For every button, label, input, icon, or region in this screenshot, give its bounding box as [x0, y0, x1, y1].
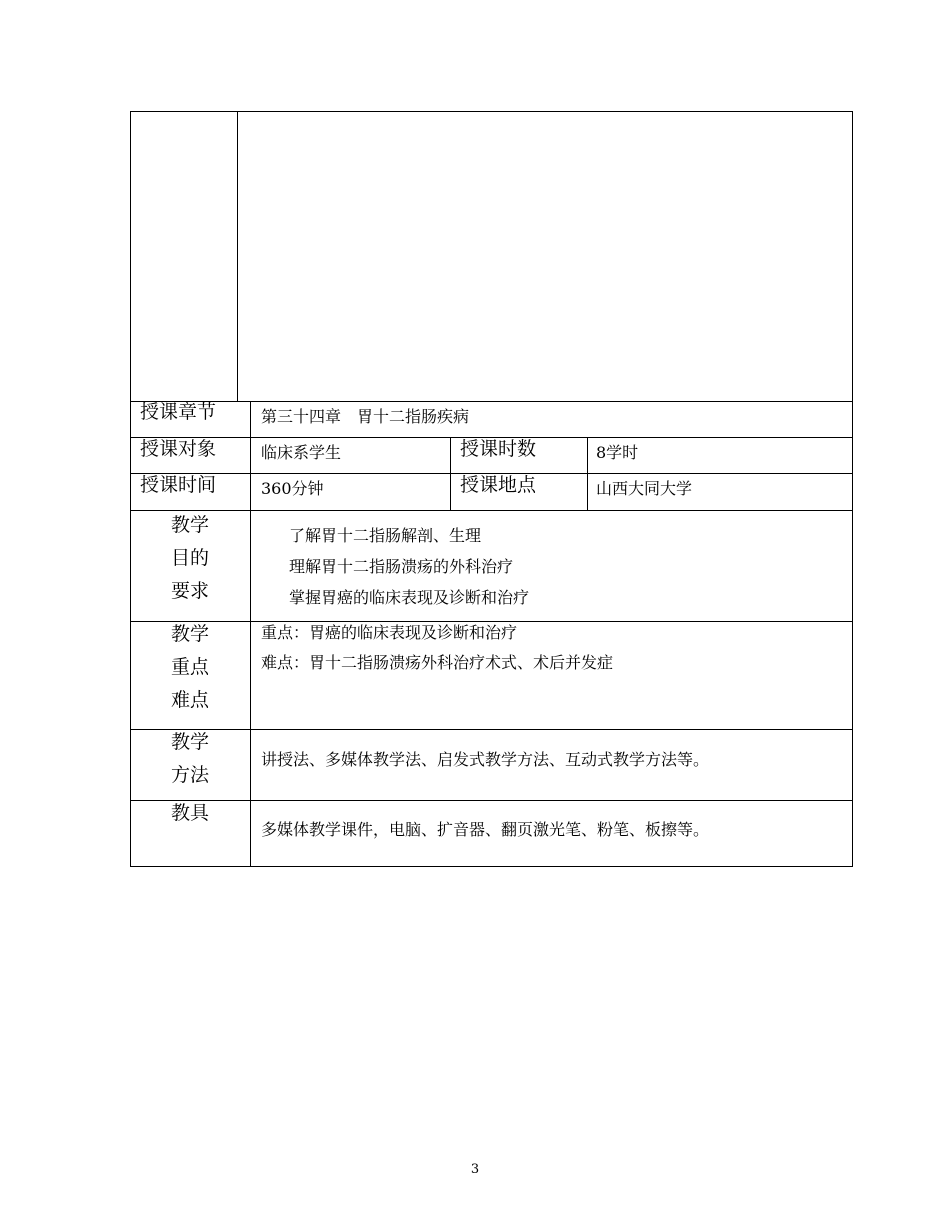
keypoints-label [130, 619, 250, 718]
tools-label [130, 798, 250, 831]
objectives-item: 了解胃十二指肠解剖、生理 [289, 526, 482, 545]
objectives-label-line: 目的 [170, 547, 209, 569]
methods-label-line: 教学 [170, 731, 209, 753]
time-label: 授课时间 [140, 474, 217, 496]
mid-value-divider [587, 437, 588, 510]
top-section-divider [237, 111, 238, 402]
mid-column-divider [450, 437, 451, 510]
time-value: 360分钟 [261, 479, 324, 498]
label-column-divider [250, 401, 251, 867]
row-line [130, 401, 853, 402]
hours-label: 授课时数 [460, 438, 537, 460]
objectives-label [130, 510, 250, 609]
objectives-item: 理解胃十二指肠溃疡的外科治疗 [289, 557, 514, 576]
place-label: 授课地点 [460, 474, 537, 496]
keypoints-label-line: 教学 [170, 623, 209, 645]
chapter-value: 第三十四章 胃十二指肠疾病 [261, 407, 470, 426]
page-number: 3 [470, 1162, 480, 1177]
methods-label [130, 727, 250, 793]
keypoints-label-line: 难点 [170, 689, 209, 711]
methods-label-line: 方法 [170, 764, 209, 786]
tools-value: 多媒体教学课件，电脑、扩音器、翻页激光笔、粉笔、板擦等。 [261, 820, 710, 839]
objectives-item: 掌握胃癌的临床表现及诊断和治疗 [289, 588, 530, 607]
place-value: 山西大同大学 [596, 479, 693, 498]
hours-value: 8学时 [596, 443, 639, 462]
keypoints-item: 重点：胃癌的临床表现及诊断和治疗 [261, 623, 518, 642]
objectives-label-line: 教学 [170, 514, 209, 536]
keypoints-label-line: 重点 [170, 656, 209, 678]
methods-value: 讲授法、多媒体教学法、启发式教学方法、互动式教学方法等。 [261, 750, 710, 769]
tools-label-line: 教具 [170, 802, 209, 824]
audience-value: 临床系学生 [261, 443, 342, 462]
audience-label: 授课对象 [140, 438, 217, 460]
objectives-label-line: 要求 [170, 580, 209, 602]
chapter-label: 授课章节 [140, 401, 217, 423]
keypoints-item: 难点：胃十二指肠溃疡外科治疗术式、术后并发症 [261, 653, 614, 672]
